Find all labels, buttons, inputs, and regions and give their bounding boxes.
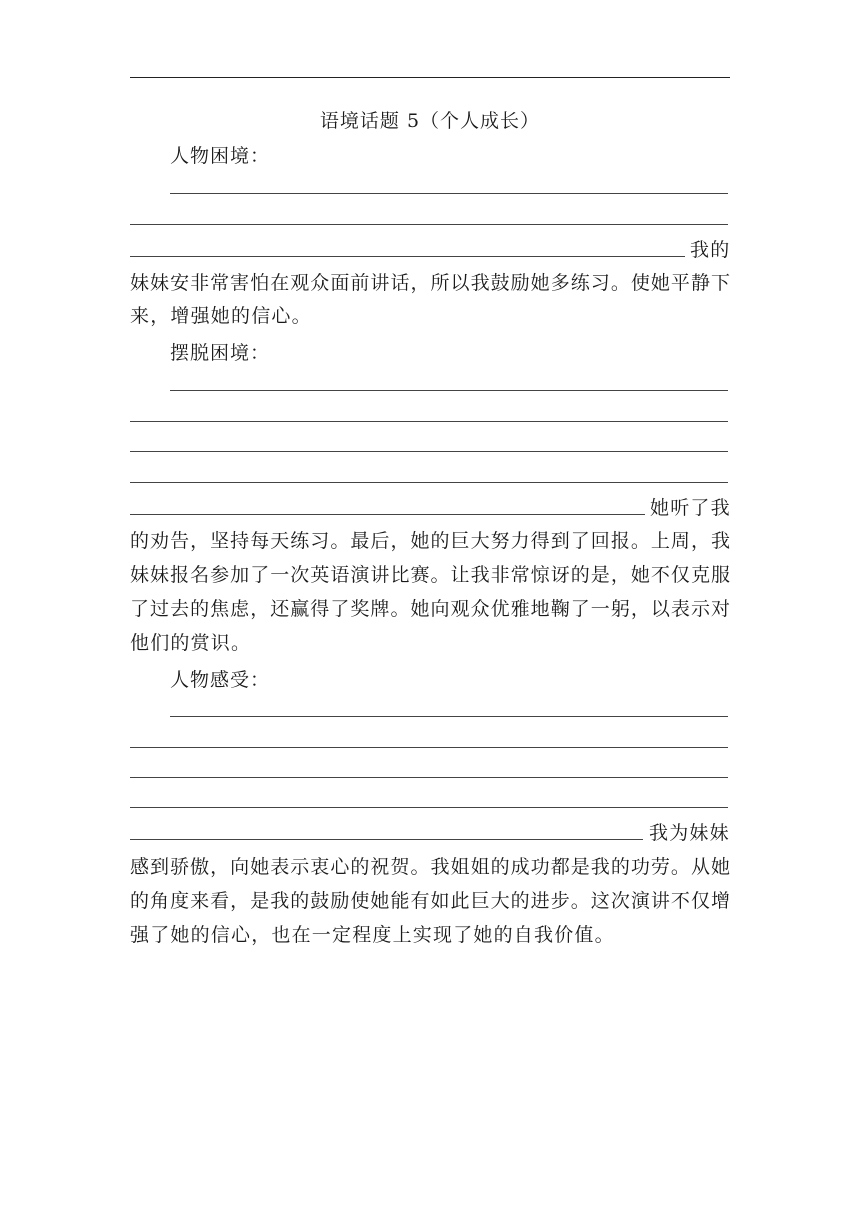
blank-trailing-text: 她听了我: [650, 497, 731, 519]
blank-trailing-text: 我为妹妹: [649, 822, 730, 844]
section-heading-feelings: 人物感受：: [170, 669, 271, 691]
writing-blank-line[interactable]: [130, 421, 728, 422]
document-title: 语境话题 5（个人成长）: [319, 110, 541, 132]
paragraph-line: 妹妹安非常害怕在观众面前讲话，所以我鼓励她多练习。使她平静下: [130, 272, 730, 294]
section-heading-resolution: 摆脱困境：: [170, 342, 271, 364]
writing-blank-line[interactable]: [170, 193, 728, 194]
paragraph-line: 强了她的信心，也在一定程度上实现了她的自我价值。: [130, 924, 615, 946]
writing-blank-line[interactable]: [130, 514, 645, 515]
header-rule: [130, 77, 730, 78]
paragraph-line: 感到骄傲，向她表示衷心的祝贺。我姐姐的成功都是我的功劳。从她: [130, 856, 730, 878]
writing-blank-line[interactable]: [130, 482, 728, 483]
writing-blank-line[interactable]: [170, 716, 728, 717]
paragraph-line: 来，增强她的信心。: [130, 305, 312, 327]
writing-blank-line[interactable]: [130, 777, 728, 778]
writing-blank-line[interactable]: [130, 224, 728, 225]
writing-blank-line[interactable]: [170, 390, 728, 391]
paragraph-line: 的角度来看，是我的鼓励使她能有如此巨大的进步。这次演讲不仅增: [130, 890, 730, 912]
paragraph-line: 了过去的焦虑，还赢得了奖牌。她向观众优雅地鞠了一躬，以表示对: [130, 598, 730, 620]
writing-blank-line[interactable]: [130, 747, 728, 748]
paragraph-line: 的劝告，坚持每天练习。最后，她的巨大努力得到了回报。上周，我: [130, 530, 730, 552]
blank-trailing-text: 我的: [690, 239, 731, 261]
writing-blank-line[interactable]: [130, 807, 728, 808]
paragraph-line: 妹妹报名参加了一次英语演讲比赛。让我非常惊讶的是，她不仅克服: [130, 564, 730, 586]
section-heading-dilemma: 人物困境：: [170, 145, 271, 167]
paragraph-line: 他们的赏识。: [130, 632, 252, 654]
writing-blank-line[interactable]: [130, 451, 728, 452]
writing-blank-line[interactable]: [130, 839, 643, 840]
writing-blank-line[interactable]: [130, 256, 685, 257]
